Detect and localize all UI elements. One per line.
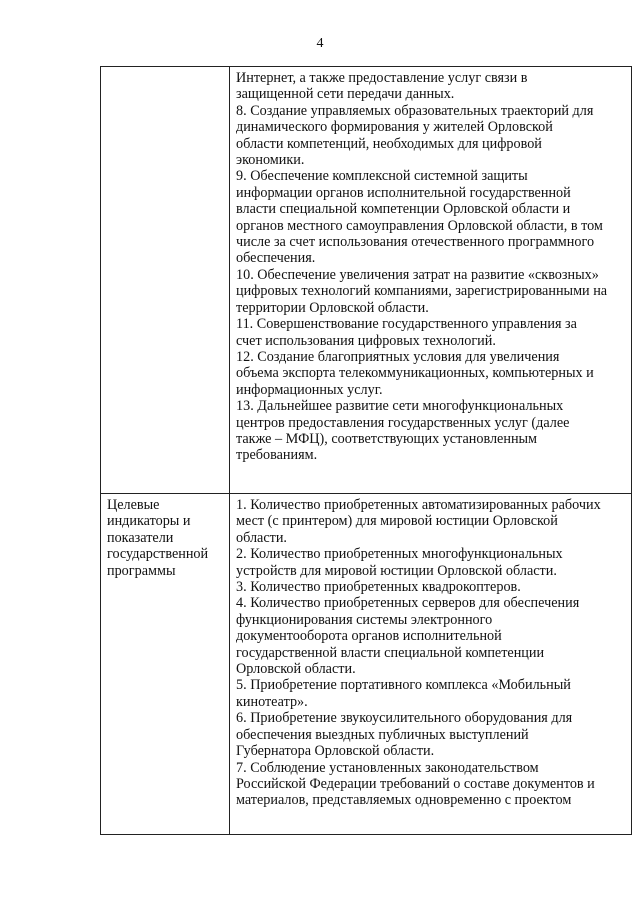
label-line: программы — [107, 562, 176, 579]
content-line: счет использования цифровых технологий. — [236, 332, 496, 349]
table-row-tasks-continued — [101, 67, 632, 494]
table-row-target-indicators — [101, 494, 632, 835]
label-line: государственной — [107, 546, 209, 563]
content-line: обеспечения выездных публичных выступлений — [236, 726, 529, 743]
content-line: Губернатора Орловской области. — [236, 743, 435, 760]
label-line: индикаторы и — [107, 513, 191, 530]
content-line: 6. Приобретение звукоусилительного оборудования для — [236, 710, 573, 727]
content-line: цифровых технологий компаниями, зарегистрированными на — [236, 283, 608, 300]
content-line: функционирования системы электронного — [236, 611, 493, 628]
content-line: 5. Приобретение портативного комплекса «Мобильный — [236, 677, 571, 694]
content-line: Интернет, а также предоставление услуг связи в — [236, 70, 528, 86]
content-line: информации органов исполнительной государственной — [236, 184, 571, 201]
content-line: 3. Количество приобретенных квадрокоптеров. — [236, 579, 521, 596]
label-line: Целевые — [107, 497, 160, 513]
content-line: защищенной сети передачи данных. — [236, 86, 455, 103]
content-line: Орловской области. — [236, 661, 356, 678]
content-line: документооборота органов исполнительной — [236, 628, 502, 645]
content-line: 11. Совершенствование государственного управления за — [236, 316, 577, 333]
content-line: области компетенций, необходимых для цифровой — [236, 135, 542, 152]
row-label-cell — [101, 67, 230, 494]
content-line: экономики. — [236, 152, 305, 169]
content-line: 13. Дальнейшее развитие сети многофункциональных — [236, 398, 564, 415]
content-line: материалов, представляемых одновременно с проектом — [236, 792, 572, 809]
content-line: требованиям. — [236, 447, 318, 464]
content-line: обеспечения. — [236, 250, 316, 267]
content-line: 2. Количество приобретенных многофункциональных — [236, 546, 563, 563]
content-line: мест (с принтером) для мировой юстиции Орловской — [236, 513, 558, 530]
content-line: устройств для мировой юстиции Орловской области. — [236, 562, 557, 579]
content-line: органов местного самоуправления Орловской области, в том — [236, 217, 603, 234]
content-line: 1. Количество приобретенных автоматизированных рабочих — [236, 497, 601, 513]
content-line: Российской Федерации требований о составе документов и — [236, 775, 595, 792]
program-passport-table — [100, 66, 632, 835]
content-line: 12. Создание благоприятных условия для увеличения — [236, 348, 560, 365]
content-line: 10. Обеспечение увеличения затрат на развитие «сквозных» — [236, 266, 599, 283]
content-line: объема экспорта телекоммуникационных, компьютерных и — [236, 365, 594, 382]
content-line: 7. Соблюдение установленных законодательством — [236, 759, 539, 776]
content-line: 8. Создание управляемых образовательных траекторий для — [236, 102, 594, 119]
content-line: 9. Обеспечение комплексной системной защиты — [236, 168, 528, 185]
row-label-cell — [101, 494, 230, 835]
content-line: информационных услуг. — [236, 381, 383, 398]
content-line: 4. Количество приобретенных серверов для обеспечения — [236, 595, 580, 612]
page-number: 4 — [316, 36, 324, 51]
content-line: области. — [236, 529, 287, 546]
content-line: центров предоставления государственных услуг (далее — [236, 414, 570, 431]
content-line: также – МФЦ), соответствующих установленным — [236, 430, 538, 447]
content-line: государственной власти специальной компетенции — [236, 644, 545, 661]
content-line: власти специальной компетенции Орловской области и — [236, 201, 571, 218]
content-line: числе за счет использования отечественного программного — [236, 234, 595, 251]
row-content-cell — [230, 494, 632, 835]
content-line: кинотеатр». — [236, 693, 308, 710]
content-line: динамического формирования у жителей Орловской — [236, 119, 553, 136]
label-line: показатели — [107, 529, 174, 546]
row-content-cell — [230, 67, 632, 494]
content-line: территории Орловской области. — [236, 299, 429, 316]
